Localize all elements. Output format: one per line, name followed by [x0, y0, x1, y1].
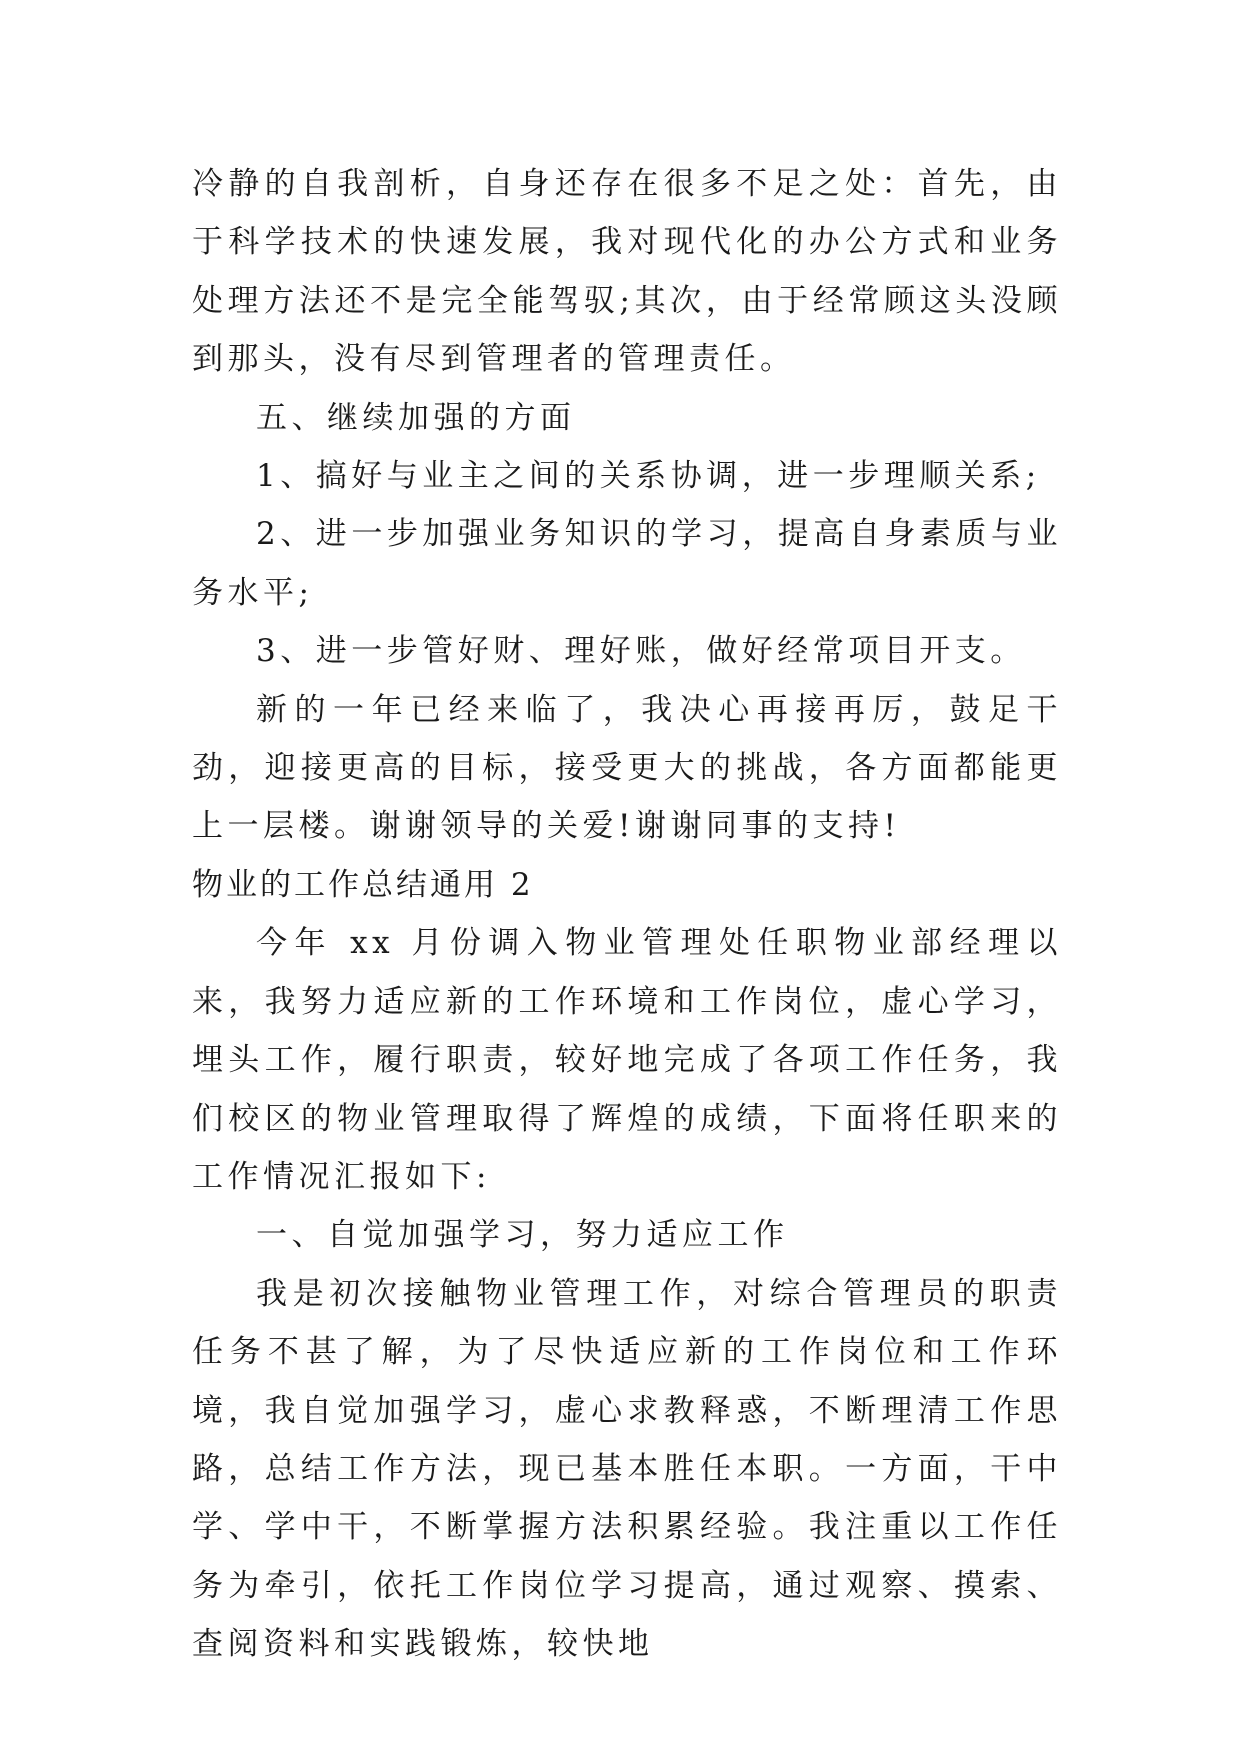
section-heading-learning: 一、自觉加强学习，努力适应工作: [256, 1217, 789, 1254]
list-item-3: 3、进一步管好财、理好账，做好经常项目开支。: [256, 633, 1026, 670]
document-title: 物业的工作总结通用 2: [192, 866, 534, 903]
paragraph-new-year: 新的一年已经来临了，我决心再接再厉，鼓足干劲，迎接更高的目标，接受更大的挑战，各方面都能更上一层楼。谢谢领导的关爱!谢谢同事的支持!: [192, 691, 1062, 845]
section-heading-continue-strengthening: 五、继续加强的方面: [256, 399, 576, 436]
list-item-1: 1、搞好与业主之间的关系协调，进一步理顺关系;: [256, 458, 1041, 495]
document-body: [192, 155, 1062, 1674]
paragraph-self-analysis: 冷静的自我剖析，自身还存在很多不足之处：首先，由于科学技术的快速发展，我对现代化的办公方式和业务处理方法还不是完全能驾驭;其次，由于经常顾这头没顾到那头，没有尽到管理者的管理责任。: [192, 166, 1062, 378]
paragraph-intro: 今年 xx 月份调入物业管理处任职物业部经理以来，我努力适应新的工作环境和工作岗位，虚心学习，埋头工作，履行职责，较好地完成了各项工作任务，我们校区的物业管理取得了辉煌的成绩，下面将任职来的工作情况汇报如下:: [192, 925, 1062, 1195]
paragraph-learning: 我是初次接触物业管理工作，对综合管理员的职责任务不甚了解，为了尽快适应新的工作岗位和工作环境，我自觉加强学习，虚心求教释惑，不断理清工作思路，总结工作方法，现已基本胜任本职。一方面，干中学、学中干，不断掌握方法积累经验。我注重以工作任务为牵引，依托工作岗位学习提高，通过观察、摸索、查阅资料和实践锻炼，较快地: [192, 1275, 1062, 1663]
list-item-2: 2、进一步加强业务知识的学习，提高自身素质与业务水平;: [192, 516, 1062, 611]
